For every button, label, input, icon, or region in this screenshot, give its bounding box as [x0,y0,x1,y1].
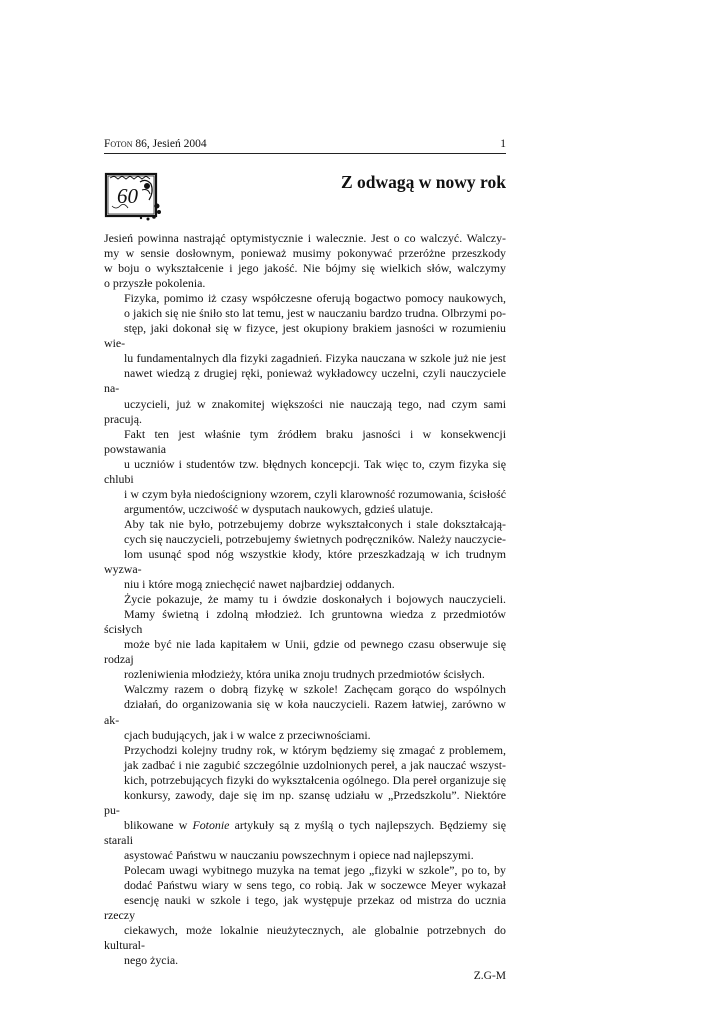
text-line: lom usunąć spod nóg wszystkie kłody, które przeszkadzają w ich trudnym wyzwa- [104,546,506,577]
text-line: Walczmy razem o dobrą fizykę w szkole! Zachęcam gorąco do wspólnych [124,682,506,697]
text-line: uczycieli, już w znakomitej większości nie nauczają tego, nad czym sami pracują. [104,396,506,426]
text-line: blikowane w Fotonie artykuły są z myślą o tych najlepszych. Będziemy się starali [104,817,506,847]
text-line: i w czym była niedościgniony wzorem, czyli klarowność rozumowania, ścisłość [124,486,506,501]
text-line: u uczniów i studentów tzw. błędnych koncepcji. Tak więc to, czym fizyka się chlubi [104,456,506,486]
text-line: może być nie lada kapitałem w Unii, gdzie od pewnego czasu obserwuje się rodzaj [104,637,506,667]
text-line: Mamy świetną i zdolną młodzież. Ich gruntowna wiedza z przedmiotów ścisłych [104,607,506,637]
text-line: Jesień powinna nastrająć optymistycznie i walecznie. Jest o co walczyć. Walczy- [104,231,506,245]
text-line: stęp, jaki dokonał się w fizyce, jest okupiony brakiem jasności w rozumieniu wie- [104,321,506,351]
paragraph [104,682,506,742]
text-line: o przyszłe pokolenia. [104,276,206,291]
issue-label: 86, Jesień 2004 [135,138,207,150]
paragraph [104,231,506,291]
text-line: Aby tak nie było, potrzebujemy dobrze wykształconych i stale dokształcają- [124,516,506,531]
text-line: dodać Państwu wiary w sens tego, co robią. Jak w soczewce Meyer wykazał [124,878,506,893]
text-line: esencję nauki w szkole i tego, jak występuje przekaz od mistrza do ucznia rzeczy [104,893,506,923]
text-line: kich, potrzebujących fizyki do wykształcenia ogólnego. Dla pereł organizuje się [124,772,506,787]
text-line: Przychodzi kolejny trudny rok, w którym będziemy się zmagać z problemem, [124,742,506,757]
paragraph [104,291,506,517]
paragraphs [104,231,506,968]
text-line: Fizyka, pomimo iż czasy współczesne oferują bogactwo pomocy naukowych, [124,291,506,306]
text-line: Polecam uwagi wybitnego muzyka na temat jego „fizyki w szkole”, po to, by [124,862,506,877]
text-line: asystować Państwu w nauczaniu powszechnym i opiece nad najlepszymi. [124,847,474,862]
page-number: 1 [500,138,506,150]
paragraph [104,863,506,968]
article-body [104,231,506,984]
column-logo-icon [104,170,162,222]
text-line: rozleniwienia młodzieży, która unika znoju trudnych przedmiotów ścisłych. [124,667,485,682]
paragraph [104,743,506,863]
text-line: Fakt ten jest właśnie tym źródłem braku jasności i w konsekwencji powstawania [104,426,506,456]
author-signature: Z.G-M [473,970,506,983]
article-title: Z odwagą w nowy rok [341,172,506,192]
text-line: lu fundamentalnych dla fizyki zagadnień. Fizyka nauczana w szkole już nie jest [124,351,506,366]
text-line: my w sensie dosłownym, ponieważ musimy pokonywać przeróżne przeszkody [104,246,506,261]
text-line: konkursy, zawody, daje się im np. szansę udziału w „Przedszkolu”. Niektóre pu- [104,787,506,817]
paragraph [104,592,506,682]
logo-label: 60 [117,184,138,208]
journal-name: Foton [104,138,133,150]
text-line: cjach budujących, jak i w walce z przeciwnościami. [124,727,371,742]
running-header [104,137,506,154]
text-line: o jakich się nie śniło sto lat temu, jest w nauczaniu bardzo trudna. Olbrzymi po- [124,306,506,321]
text-line: działań, do organizowania się w koła nauczycieli. Razem łatwiej, zarówno w ak- [104,697,506,727]
text-line: w boju o wykształcenie i jego jakość. Nie bójmy się wielkich słów, walczymy [104,261,506,276]
text-line: nego życia. [124,953,179,968]
text-line: argumentów, uczciwość w dysputach naukowych, gdzieś ulatuje. [124,501,434,516]
text-line: Życie pokazuje, że mamy tu i ówdzie doskonałych i bojowych nauczycieli. [124,592,506,607]
text-line: niu i które mogą zniechęcić nawet najbardziej oddanych. [124,577,395,592]
paragraph [104,517,506,592]
text-line: cych się nauczycieli, potrzebujemy świetnych podręczników. Należy nauczycie- [124,531,506,546]
text-line: nawet wiedzą z drugiej ręki, ponieważ wykładowcy uczelni, czyli nauczyciele na- [104,366,506,396]
text-line: ciekawych, może lokalnie nieużytecznych, ale globalnie potrzebnych do kultural- [104,923,506,953]
text-line: jak zadbać i nie zagubić szczególnie uzdolnionych pereł, a jak nauczać wszyst- [124,757,506,772]
